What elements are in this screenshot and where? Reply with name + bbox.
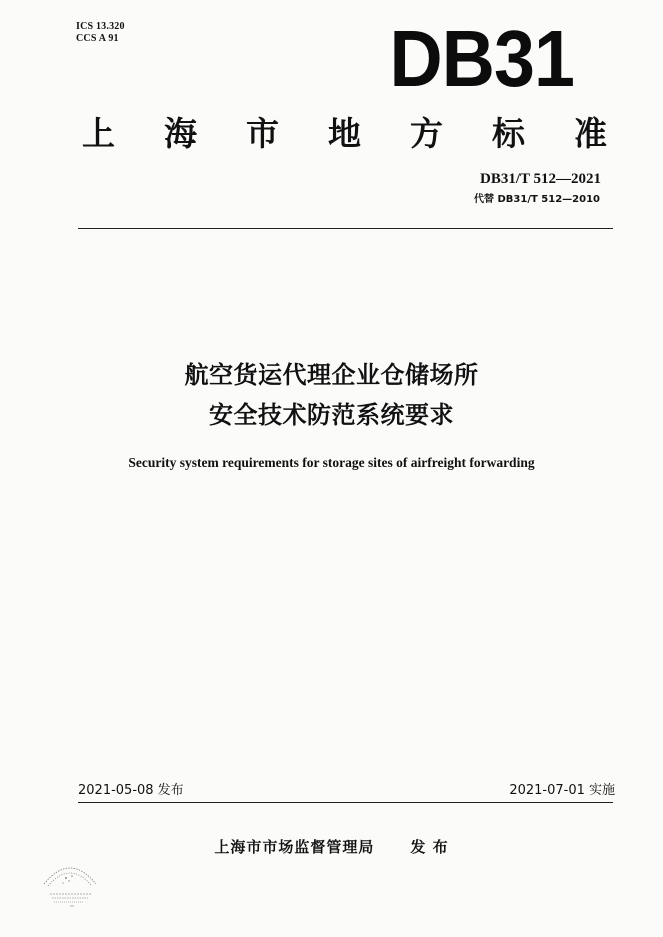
chinese-title-line-2: 安全技术防范系统要求 [209, 401, 454, 429]
standard-kind [82, 112, 607, 156]
ccs-code: CCS A 91 [76, 33, 119, 44]
footer-divider [78, 802, 613, 803]
standard-kind-char: 方 [410, 114, 443, 153]
standard-kind-char: 准 [574, 114, 607, 153]
publisher-name: 上海市市场监督管理局 [214, 838, 375, 856]
standard-kind-char: 标 [492, 114, 525, 153]
chinese-title-line-1: 航空货运代理企业仓储场所 [184, 361, 479, 389]
standard-kind-char: 上 [82, 114, 115, 153]
replaces-standard: 代替 DB31/T 512—2010 [474, 194, 600, 205]
header-divider [78, 228, 613, 229]
english-title: Security system requirements for storage sites of airfreight forwarding [128, 455, 535, 470]
db31-logo: DB31 [389, 14, 574, 103]
issue-date: 2021-05-08 发布 [78, 783, 184, 798]
standard-number: DB31/T 512—2021 [480, 171, 601, 187]
stamp-seal-icon [36, 850, 104, 910]
classification-codes [76, 21, 125, 45]
ics-code: ICS 13.320 [76, 21, 125, 32]
publisher-action: 发 布 [410, 838, 449, 856]
implementation-date: 2021-07-01 实施 [509, 783, 615, 798]
standard-kind-char: 市 [246, 114, 279, 153]
chinese-title [0, 355, 663, 435]
standard-kind-char: 地 [328, 114, 361, 153]
standard-kind-char: 海 [164, 114, 197, 153]
